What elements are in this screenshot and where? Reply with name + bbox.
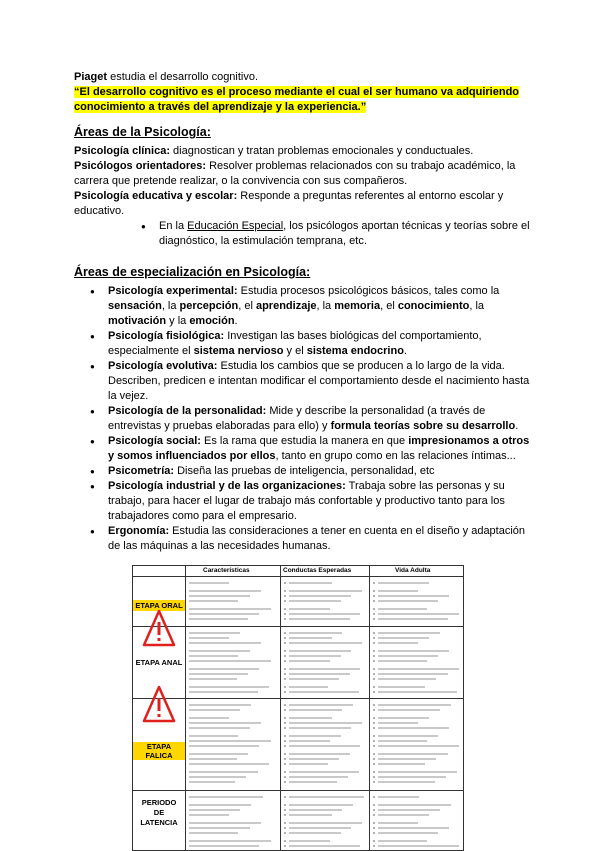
bullet-dot	[373, 709, 375, 711]
illegible-text-line	[378, 763, 425, 765]
piaget-text: estudia el desarrollo cognitivo.	[107, 71, 259, 83]
bullet-dot	[284, 722, 286, 724]
illegible-text-line	[189, 618, 248, 620]
piaget-name: Piaget	[74, 71, 108, 83]
illegible-text-line	[378, 776, 446, 778]
illegible-text-line	[289, 613, 360, 615]
sub-pre: En la	[159, 220, 188, 232]
bullet-dot	[373, 809, 375, 811]
list-item	[74, 219, 534, 249]
bullet-dot	[284, 618, 286, 620]
illegible-text-line	[289, 745, 360, 747]
illegible-text-line	[189, 845, 259, 847]
bullet-dot	[373, 655, 375, 657]
bullet-dot	[284, 740, 286, 742]
area-label: Psicología clínica:	[74, 145, 170, 157]
illegible-text-line	[289, 608, 330, 610]
illegible-text-line	[378, 686, 425, 688]
illegible-text-line	[289, 655, 341, 657]
keyword: conocimiento	[397, 300, 470, 312]
illegible-text-line	[378, 655, 438, 657]
bullet-dot	[284, 796, 286, 798]
illegible-text-line	[378, 722, 418, 724]
illegible-text-line	[289, 814, 332, 816]
illegible-text-line	[289, 709, 342, 711]
bullet-dot	[284, 809, 286, 811]
bullet-dot	[284, 763, 286, 765]
bullet-dot	[284, 727, 286, 729]
item-label: Psicología industrial y de las organizaciones:	[108, 480, 346, 492]
illegible-text-line	[189, 827, 250, 829]
table-col-vida-adulta: Vida Adulta	[395, 567, 431, 574]
bullet-dot	[284, 832, 286, 834]
illegible-text-line	[378, 753, 448, 755]
area-text: Resolver problemas relacionados con su trabajo académico, la carrera que pretende realizar, o la convivencia con sus compañeros.	[74, 160, 516, 187]
bullet-dot	[284, 660, 286, 662]
illegible-text-line	[189, 763, 269, 765]
bullet-dot	[284, 678, 286, 680]
keyword: sistema nervioso	[193, 345, 284, 357]
illegible-text-line	[189, 660, 271, 662]
bullet-dot	[373, 582, 375, 584]
piaget-line	[74, 70, 534, 85]
bullet-dot	[284, 608, 286, 610]
illegible-text-line	[378, 704, 451, 706]
illegible-text-line	[189, 650, 250, 652]
item-text: .	[234, 315, 238, 327]
table-col-caracteristicas: Características	[203, 567, 250, 574]
bullet-dot	[373, 804, 375, 806]
bullet-dot	[373, 590, 375, 592]
illegible-text-line	[378, 613, 459, 615]
bullet-dot	[284, 781, 286, 783]
keyword: formula teorías sobre su desarrollo	[330, 420, 516, 432]
psychosexual-stages-table-image	[132, 565, 464, 851]
illegible-text-line	[289, 673, 350, 675]
bullet-dot	[373, 763, 375, 765]
bullet-dot	[373, 642, 375, 644]
illegible-text-line	[189, 704, 251, 706]
bullet-dot	[284, 776, 286, 778]
illegible-text-line	[378, 827, 449, 829]
bullet-dot	[284, 590, 286, 592]
bullet-dot	[284, 709, 286, 711]
areas-heading: Áreas de la Psicología:	[74, 125, 211, 139]
illegible-text-line	[289, 822, 362, 824]
bullet-dot	[373, 632, 375, 634]
illegible-text-line	[289, 650, 351, 652]
list-item-psicometria	[74, 464, 534, 479]
illegible-text-line	[289, 642, 362, 644]
item-text: , la	[469, 300, 485, 312]
bullet-dot	[373, 845, 375, 847]
bullet-dot	[373, 717, 375, 719]
bullet-dot	[373, 704, 375, 706]
illegible-text-line	[189, 776, 246, 778]
area-orientadores	[74, 159, 534, 189]
stage-anal-label: ETAPA ANAL	[135, 658, 183, 667]
illegible-text-line	[378, 840, 427, 842]
illegible-text-line	[378, 758, 436, 760]
bullet-dot	[373, 822, 375, 824]
table-header	[133, 566, 463, 577]
area-text: Responde a preguntas referentes al entorno escolar y educativo.	[74, 190, 504, 217]
bullet-dot	[373, 608, 375, 610]
bullet-dot	[373, 827, 375, 829]
highlighted-quote	[74, 85, 534, 115]
illegible-text-line	[189, 686, 269, 688]
item-text: , la	[161, 300, 180, 312]
list-item-experimental	[74, 284, 534, 329]
illegible-text-line	[378, 814, 429, 816]
illegible-text-line	[378, 735, 438, 737]
bullet-dot	[284, 735, 286, 737]
illegible-text-line	[189, 840, 271, 842]
sub-post: , los psicólogos aportan técnicas y teorías sobre el diagnóstico, la estimulación temprana, etc.	[159, 220, 530, 247]
keyword: motivación	[108, 315, 167, 327]
area-text: diagnostican y tratan problemas emocionales y conductuales.	[169, 145, 474, 157]
bullet-dot	[373, 595, 375, 597]
illegible-text-line	[189, 637, 229, 639]
illegible-text-line	[189, 655, 238, 657]
bullet-dot	[373, 600, 375, 602]
illegible-text-line	[189, 745, 259, 747]
item-text: y el	[283, 345, 307, 357]
item-label: Psicología evolutiva:	[108, 360, 218, 372]
item-text: , tanto en grupo como en las relaciones íntimas...	[275, 450, 516, 462]
illegible-text-line	[189, 753, 248, 755]
illegible-text-line	[289, 686, 328, 688]
item-label: Psicología social:	[108, 435, 201, 447]
illegible-text-line	[378, 822, 418, 824]
illegible-text-line	[378, 642, 418, 644]
area-label: Psicólogos orientadores:	[74, 160, 207, 172]
illegible-text-line	[289, 735, 341, 737]
bullet-dot	[373, 618, 375, 620]
item-text: Estudia procesos psicológicos básicos, tales como la	[237, 285, 500, 297]
illegible-text-line	[289, 781, 337, 783]
illegible-text-line	[189, 740, 271, 742]
item-text: Mide y describe la personalidad (a través de entrevistas y pruebas elaboradas para ello) y	[108, 405, 486, 432]
bullet-dot	[373, 781, 375, 783]
illegible-text-line	[289, 763, 328, 765]
illegible-text-line	[378, 691, 457, 693]
illegible-text-line	[378, 678, 436, 680]
list-item-evolutiva	[74, 359, 534, 404]
illegible-text-line	[289, 660, 330, 662]
bullet-dot	[373, 637, 375, 639]
illegible-text-line	[378, 804, 451, 806]
item-text: .	[515, 420, 519, 432]
illegible-text-line	[189, 796, 263, 798]
illegible-text-line	[189, 735, 238, 737]
stage-falica-line1: ETAPA	[146, 742, 172, 751]
illegible-text-line	[189, 722, 261, 724]
illegible-text-line	[289, 618, 350, 620]
item-text: Estudia los cambios que se producen a lo largo de la vida. Describen, predicen e intentan modificar el comportamiento desde el nacimiento hasta la vejez.	[108, 360, 530, 402]
bullet-dot	[284, 600, 286, 602]
illegible-text-line	[189, 600, 238, 602]
bullet-dot	[284, 595, 286, 597]
bullet-dot	[284, 582, 286, 584]
illegible-text-line	[289, 590, 362, 592]
illegible-text-line	[289, 758, 339, 760]
item-text: Estudia las consideraciones a tener en cuenta en el diseño y adaptación de las máquinas a las necesidades humanas.	[108, 525, 526, 552]
illegible-text-line	[378, 717, 429, 719]
bullet-dot	[373, 722, 375, 724]
illegible-text-line	[289, 678, 339, 680]
stage-latencia-line1: PERIODO	[141, 798, 177, 807]
keyword: percepción	[179, 300, 239, 312]
bullet-dot	[373, 796, 375, 798]
illegible-text-line	[189, 771, 258, 773]
bullet-dot	[284, 758, 286, 760]
keyword: sensación	[108, 300, 162, 312]
item-text: , la	[316, 300, 335, 312]
table-col-conductas: Conductas Esperadas	[283, 567, 352, 574]
bullet-dot	[373, 840, 375, 842]
bullet-dot	[284, 632, 286, 634]
bullet-dot	[373, 673, 375, 675]
item-label: Ergonomía:	[108, 525, 170, 537]
illegible-text-line	[189, 832, 238, 834]
stage-falica-line2: FALICA	[145, 751, 173, 760]
bullet-dot	[284, 650, 286, 652]
stage-oral-label: ETAPA ORAL	[133, 600, 185, 611]
illegible-text-line	[289, 804, 353, 806]
illegible-text-line	[378, 832, 438, 834]
document-body	[74, 70, 534, 554]
list-item-social	[74, 434, 534, 464]
bullet-dot	[373, 776, 375, 778]
illegible-text-line	[289, 704, 353, 706]
keyword: emoción	[189, 315, 235, 327]
illegible-text-line	[189, 781, 235, 783]
bullet-dot	[284, 673, 286, 675]
illegible-text-line	[289, 827, 351, 829]
area-label: Psicología educativa y escolar:	[74, 190, 238, 202]
bullet-dot	[373, 771, 375, 773]
stage-latencia-label	[133, 798, 185, 828]
bullet-dot	[284, 686, 286, 688]
illegible-text-line	[378, 668, 459, 670]
warning-triangle-icon	[141, 608, 177, 648]
bullet-dot	[284, 753, 286, 755]
keyword: impresionamos a otros y somos influenciados por ellos	[108, 435, 530, 462]
illegible-text-line	[189, 582, 229, 584]
illegible-text-line	[189, 632, 240, 634]
illegible-text-line	[378, 709, 440, 711]
list-item-ergonomia	[74, 524, 534, 554]
bullet-dot	[373, 660, 375, 662]
illegible-text-line	[289, 840, 330, 842]
bullet-dot	[284, 668, 286, 670]
illegible-text-line	[378, 600, 438, 602]
bullet-dot	[284, 845, 286, 847]
list-item-personalidad	[74, 404, 534, 434]
illegible-text-line	[378, 590, 418, 592]
item-text: Diseña las pruebas de inteligencia, personalidad, etc	[174, 465, 435, 477]
item-text: , el	[238, 300, 256, 312]
illegible-text-line	[289, 753, 350, 755]
educacion-especial-link[interactable]: Educación Especial	[187, 220, 284, 232]
illegible-text-line	[378, 660, 427, 662]
especializacion-list	[74, 284, 534, 554]
illegible-text-line	[289, 727, 351, 729]
illegible-text-line	[189, 804, 251, 806]
bullet-dot	[284, 704, 286, 706]
bullet-dot	[284, 642, 286, 644]
bullet-dot	[284, 745, 286, 747]
illegible-text-line	[189, 608, 271, 610]
item-label: Psicología fisiológica:	[108, 330, 225, 342]
illegible-text-line	[289, 637, 332, 639]
bullet-dot	[284, 804, 286, 806]
item-text: , el	[380, 300, 398, 312]
illegible-text-line	[289, 600, 341, 602]
illegible-text-line	[378, 595, 449, 597]
illegible-text-line	[378, 582, 429, 584]
stage-latencia-line2: DE	[153, 808, 165, 817]
illegible-text-line	[189, 613, 259, 615]
bullet-dot	[284, 637, 286, 639]
bullet-dot	[284, 691, 286, 693]
illegible-text-line	[289, 845, 360, 847]
item-text: Trabaja sobre las personas y su trabajo, para hacer el lugar de trabajo más confortable y productivo tanto para los trabajadores como para el empresario.	[108, 480, 505, 522]
item-text: .	[403, 345, 407, 357]
bullet-dot	[373, 613, 375, 615]
bullet-dot	[373, 753, 375, 755]
illegible-text-line	[378, 637, 429, 639]
item-label: Psicología de la personalidad:	[108, 405, 267, 417]
item-label: Psicología experimental:	[108, 285, 238, 297]
bullet-dot	[373, 686, 375, 688]
stage-latencia-line3: LATENCIA	[140, 818, 178, 827]
illegible-text-line	[378, 781, 435, 783]
bullet-dot	[284, 771, 286, 773]
illegible-text-line	[378, 650, 449, 652]
bullet-dot	[373, 650, 375, 652]
list-item-industrial	[74, 479, 534, 524]
bullet-dot	[284, 822, 286, 824]
illegible-text-line	[189, 642, 261, 644]
stage-falica-label	[133, 742, 185, 760]
illegible-text-line	[378, 608, 427, 610]
illegible-text-line	[189, 673, 248, 675]
illegible-text-line	[189, 809, 240, 811]
illegible-text-line	[189, 822, 261, 824]
area-educativa	[74, 189, 534, 219]
illegible-text-line	[378, 745, 459, 747]
bullet-dot	[373, 727, 375, 729]
bullet-dot	[284, 717, 286, 719]
item-text: y la	[166, 315, 190, 327]
illegible-text-line	[289, 796, 364, 798]
bullet-dot	[284, 814, 286, 816]
bullet-dot	[373, 745, 375, 747]
illegible-text-line	[289, 595, 351, 597]
list-item-fisiologica	[74, 329, 534, 359]
bullet-dot	[373, 740, 375, 742]
warning-triangle-icon	[141, 684, 177, 724]
illegible-text-line	[289, 691, 359, 693]
bullet-dot	[373, 691, 375, 693]
illegible-text-line	[378, 727, 449, 729]
illegible-text-line	[289, 740, 330, 742]
illegible-text-line	[378, 632, 440, 634]
illegible-text-line	[378, 796, 419, 798]
item-text: Investigan las bases biológicas del comportamiento, especialmente el	[108, 330, 482, 357]
illegible-text-line	[378, 809, 440, 811]
illegible-text-line	[189, 590, 261, 592]
illegible-text-line	[189, 814, 229, 816]
illegible-text-line	[378, 673, 448, 675]
especializacion-heading: Áreas de especialización en Psicología:	[74, 265, 311, 279]
quote-text: “El desarrollo cognitivo es el proceso mediante el cual el ser humano va adquiriendo conocimiento a través del aprendizaje y la experiencia.”	[74, 86, 520, 113]
illegible-text-line	[189, 595, 250, 597]
item-label: Psicometría:	[108, 465, 175, 477]
bullet-dot	[284, 840, 286, 842]
illegible-text-line	[289, 776, 348, 778]
area-sublist	[74, 219, 534, 249]
illegible-text-line	[289, 809, 342, 811]
bullet-dot	[373, 668, 375, 670]
bullet-dot	[373, 678, 375, 680]
bullet-dot	[284, 613, 286, 615]
illegible-text-line	[378, 740, 427, 742]
keyword: aprendizaje	[255, 300, 317, 312]
keyword: sistema endocrino	[306, 345, 404, 357]
illegible-text-line	[189, 717, 229, 719]
bullet-dot	[373, 814, 375, 816]
illegible-text-line	[189, 727, 250, 729]
illegible-text-line	[378, 845, 459, 847]
illegible-text-line	[289, 717, 332, 719]
keyword: memoria	[334, 300, 381, 312]
illegible-text-line	[189, 678, 237, 680]
illegible-text-line	[189, 668, 259, 670]
illegible-text-line	[289, 832, 341, 834]
illegible-text-line	[378, 618, 448, 620]
bullet-dot	[373, 758, 375, 760]
illegible-text-line	[189, 758, 237, 760]
illegible-text-line	[289, 582, 332, 584]
bullet-dot	[373, 832, 375, 834]
bullet-dot	[373, 735, 375, 737]
bullet-dot	[284, 655, 286, 657]
illegible-text-line	[289, 632, 342, 634]
bullet-dot	[284, 827, 286, 829]
illegible-text-line	[289, 722, 362, 724]
item-text: Es la rama que estudia la manera en que	[200, 435, 409, 447]
illegible-text-line	[189, 691, 258, 693]
illegible-text-line	[289, 771, 359, 773]
area-clinica	[74, 144, 534, 159]
illegible-text-line	[378, 771, 457, 773]
illegible-text-line	[189, 709, 240, 711]
illegible-text-line	[289, 668, 360, 670]
